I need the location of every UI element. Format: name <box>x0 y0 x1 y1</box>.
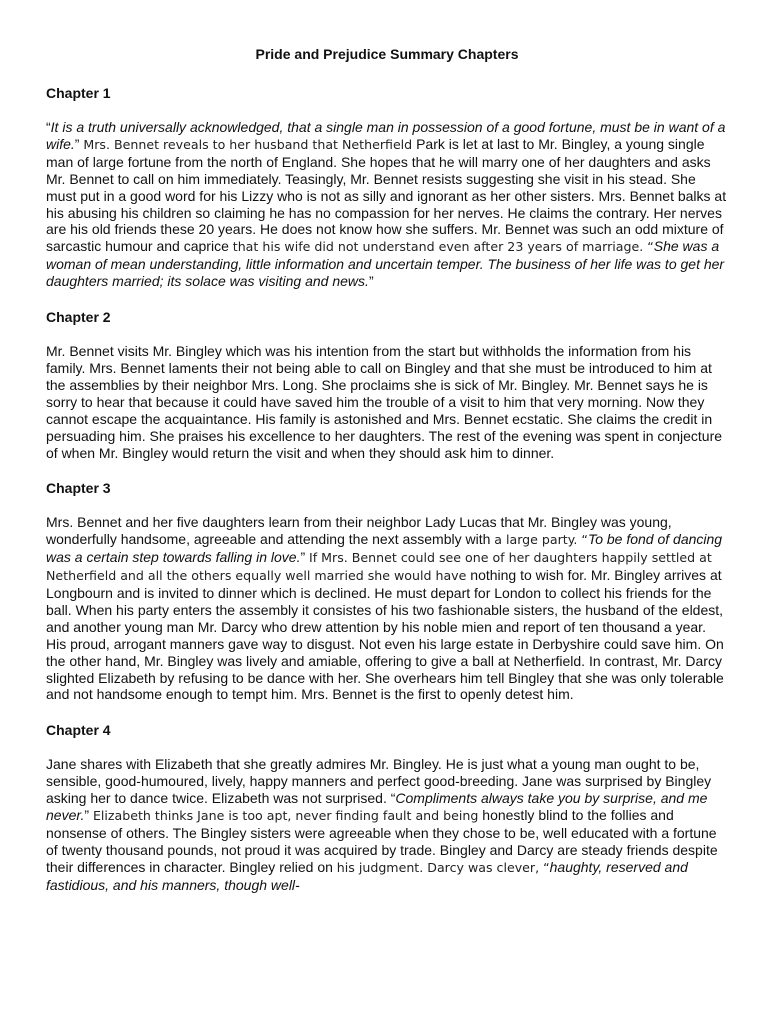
chapter-heading: Chapter 4 <box>46 722 111 739</box>
paragraph-text: Jane shares with Elizabeth that she greatly admires Mr. Bingley. He is just what a young man ought to be, sensible, good-humoured, lively, happy manners and perfect good-breeding. Jane was surprised by Bingley asking her to dance twice. Elizabeth was not surprised. “ <box>46 756 712 807</box>
quotation-text: To be fond of dancing was a certain step towards falling in love. <box>46 531 723 566</box>
chapter-section <box>46 479 728 703</box>
chapter-list <box>46 84 728 894</box>
chapter-heading: Chapter 2 <box>46 309 111 326</box>
chapter-paragraph <box>46 756 728 893</box>
chapter-paragraph <box>46 514 728 703</box>
paragraph-text: Mrs. Bennet and her five daughters learn from their neighbor Lady Lucas that Mr. Bingley was young, wonderfully handsome, agreeable and attending the next assembly with <box>46 514 672 548</box>
document-title: Pride and Prejudice Summary Chapters <box>255 46 519 62</box>
quotation-text: She was a woman of mean understanding, little information and uncertain temper. The business of her life was to get her daughters married; its solace was visiting and news. <box>46 238 725 290</box>
paragraph-text: ” <box>74 135 84 152</box>
paragraph-text: “ <box>46 119 51 135</box>
paragraph-text: honestly blind to the follies and nonsense of others. The Bingley sisters were agreeable when they chose to be, well educated with a fortune of twenty thousand pounds, not proud it was acquired by trade. Bingley and Darcy are steady friends despite their differences in character. Bingley relied on <box>46 807 718 875</box>
paragraph-text: If Mrs. Bennet could see one of her daughters happily settled at Netherfield and all the others equally well married she would have <box>46 550 712 584</box>
paragraph-text: ” <box>300 549 310 566</box>
quotation-text: It is a truth universally acknowledged, that a single man in possession of a good fortune, must be in want of a wife. <box>46 119 726 152</box>
chapter-heading: Chapter 3 <box>46 480 111 497</box>
paragraph-text: ” <box>84 807 93 824</box>
paragraph-text: ” <box>368 273 374 290</box>
paragraph-text: Mr. Bennet visits Mr. Bingley which was his intention from the start but withholds the information from his family. Mrs. Bennet laments their not being able to call on Bingley and that she must be introduced to him at the assemblies by their neighbor Mrs. Long. She proclaims she is sick of Mr. Bingley. Mr. Bennet says he is sorry to hear that because it could have saved him the trouble of a visit to him that very morning. Now they cannot escape the acquaintance. His family is astonished and Mrs. Bennet ecstatic. She claims the credit in persuading him. She praises his excellence to her daughters. The rest of the evening was spent in conjecture of when Mr. Bingley would return the visit and when they should ask him to dinner. <box>46 343 723 461</box>
chapter-section <box>46 308 728 461</box>
paragraph-text: his judgment. Darcy was clever, “ <box>336 859 550 875</box>
paragraph-text: that his wife did not understand even after 23 years of marriage. “ <box>232 239 654 255</box>
quotation-text: Compliments always take you by surprise, and me never. <box>46 790 708 824</box>
chapter-paragraph <box>46 119 728 290</box>
chapter-heading: Chapter 1 <box>46 85 111 101</box>
paragraph-text: Elizabeth thinks Jane is too apt, never finding fault and being <box>92 808 479 824</box>
paragraph-text: a large party. “ <box>494 532 588 548</box>
quotation-text: haughty, reserved and fastidious, and his manners, though well- <box>46 858 688 893</box>
paragraph-text: Park is let at last to Mr. Bingley, a young single man of large fortune from the north of England. She hopes that he will marry one of her daughters and asks Mr. Bennet to call on him immediately. Teasingly, Mr. Bennet resists suggesting she visit in his stead. She must put in a good word for his Lizzy who is not as silly and ignorant as her other sisters. Mrs. Bennet balks at his abusing his children so claiming he has no compassion for her nerves. He claims the contrary. Her nerves are his old friends these 20 years. He does not know how she suffers. Mr. Bennet was such an odd mixture of sarcastic humour and caprice <box>46 135 727 255</box>
paragraph-text: Mrs. Bennet reveals to her husband that Netherfield <box>83 136 413 152</box>
paragraph-text: nothing to wish for. Mr. Bingley arrives at Longbourn and is invited to dinner which is declined. He must depart for London to collect his friends for the ball. When his party enters the assembly it consistes of his two fashionable sisters, the husband of the eldest, and another young man Mr. Darcy who drew attention by his noble mien and report of ten thousand a year. His proud, arrogant manners gave way to disgust. Not even his large estate in Derbyshire could save him. On the other hand, Mr. Bingley was lively and amiable, offering to give a ball at Netherfield. In contrast, Mr. Darcy slighted Elizabeth by refusing to be dance with her. She overhears him tell Bingley that she was only tolerable and not handsome enough to tempt him. Mrs. Bennet is the first to openly detest him. <box>46 567 724 703</box>
chapter-paragraph <box>46 343 728 461</box>
chapter-section <box>46 84 728 290</box>
chapter-section <box>46 721 728 893</box>
